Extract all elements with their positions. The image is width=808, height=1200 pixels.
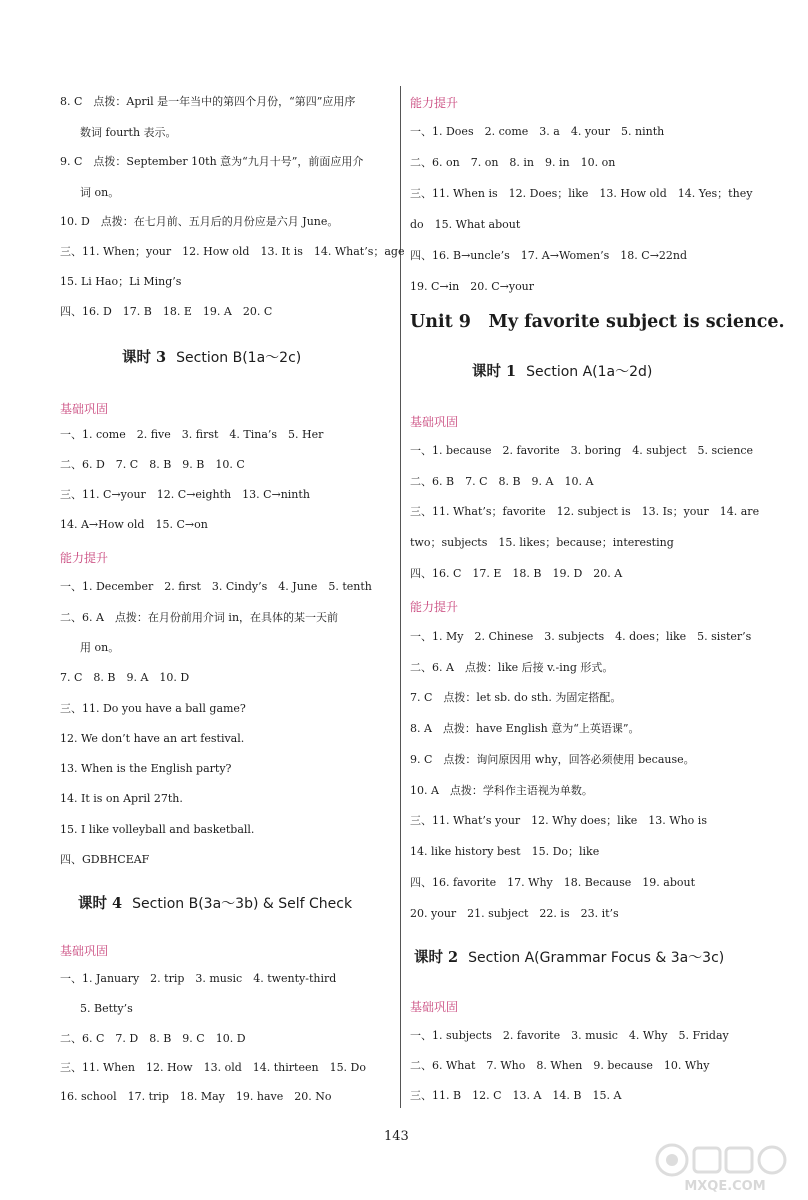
answer-line: 四、16. C 17. E 18. B 19. D 20. A — [410, 567, 623, 580]
answer-line: 一、1. December 2. first 3. Cindy’s 4. June 5. tenth — [60, 580, 372, 593]
lesson-number: 课时 2 — [414, 949, 459, 966]
answer-line: 20. your 21. subject 22. is 23. it’s — [410, 907, 619, 920]
answer-line: 二、6. A 点拨：在月份前用介词 in，在具体的某一天前 — [60, 611, 339, 624]
lesson-number: 课时 3 — [122, 349, 167, 366]
answer-line: 二、6. C 7. D 8. B 9. C 10. D — [60, 1032, 246, 1045]
answer-line: 12. We don’t have an art festival. — [60, 732, 245, 745]
answer-line: 8. A 点拨：have English 意为“上英语课”。 — [410, 722, 640, 735]
basic-consolidation-label: 基础巩固 — [60, 944, 109, 958]
basic-consolidation-label: 基础巩固 — [60, 402, 109, 416]
lesson-number: 课时 1 — [472, 363, 517, 380]
answer-line: 7. C 点拨：let sb. do sth. 为固定搭配。 — [410, 691, 622, 704]
answer-line: two；subjects 15. likes；because；interesting — [410, 536, 674, 549]
watermark-text: MXQE.COM — [684, 1179, 766, 1194]
answer-line: 数词 fourth 表示。 — [80, 126, 177, 139]
answer-line: 14. A→How old 15. C→on — [60, 518, 208, 531]
answer-line: 一、1. Does 2. come 3. a 4. your 5. ninth — [410, 125, 665, 138]
answer-line: 四、16. D 17. B 18. E 19. A 20. C — [60, 305, 273, 318]
answer-line: 三、11. Do you have a ball game? — [60, 702, 246, 715]
unit-title: Unit 9 My favorite subject is science. — [410, 312, 785, 332]
answer-line: 用 on。 — [80, 641, 120, 654]
lesson-2-heading — [414, 948, 724, 968]
lesson-1-heading — [472, 362, 652, 382]
lesson-3-heading — [122, 348, 301, 368]
answer-line: 三、11. C→your 12. C→eighth 13. C→ninth — [60, 488, 310, 501]
answer-line: 一、1. My 2. Chinese 3. subjects 4. does；like 5. sister’s — [410, 630, 752, 643]
answer-line: 四、GDBHCEAF — [60, 853, 150, 866]
answer-line: 9. C 点拨：September 10th 意为“九月十号”，前面应用介 — [60, 155, 364, 168]
answer-line: 二、6. on 7. on 8. in 9. in 10. on — [410, 156, 616, 169]
ability-improvement-label: 能力提升 — [410, 600, 459, 614]
answer-line: 三、11. When is 12. Does；like 13. How old 14. Yes；they — [410, 187, 753, 200]
answer-line: 10. D 点拨：在七月前、五月后的月份应是六月 June。 — [60, 215, 339, 228]
answer-line: 二、6. A 点拨：like 后接 v.-ing 形式。 — [410, 661, 614, 674]
answer-line: 8. C 点拨：April 是一年当中的第四个月份，“第四”应用序 — [60, 95, 356, 108]
answer-line: 一、1. January 2. trip 3. music 4. twenty-third — [60, 972, 337, 985]
ability-improvement-label: 能力提升 — [410, 96, 459, 110]
answer-line: 一、1. come 2. five 3. first 4. Tina’s 5. Her — [60, 428, 324, 441]
watermark — [650, 1140, 800, 1194]
answer-line: 一、1. subjects 2. favorite 3. music 4. Why 5. Friday — [410, 1029, 729, 1042]
lesson-section: Section A(1a～2d) — [526, 364, 653, 380]
answer-line: 14. like history best 15. Do；like — [410, 845, 600, 858]
lesson-section: Section A(Grammar Focus & 3a～3c) — [468, 950, 725, 966]
column-divider — [400, 86, 401, 1108]
answer-line: 一、1. because 2. favorite 3. boring 4. subject 5. science — [410, 444, 754, 457]
basic-consolidation-label: 基础巩固 — [410, 415, 459, 429]
answer-line: 15. Li Hao；Li Ming’s — [60, 275, 182, 288]
answer-line: 10. A 点拨：学科作主语视为单数。 — [410, 784, 593, 797]
answer-line: 三、11. What’s；favorite 12. subject is 13. Is；your 14. are — [410, 505, 760, 518]
answer-line: 9. C 点拨：询问原因用 why，回答必须使用 because。 — [410, 753, 695, 766]
ability-improvement-label: 能力提升 — [60, 551, 109, 565]
answer-stamp-logo-icon — [650, 1140, 800, 1194]
basic-consolidation-label: 基础巩固 — [410, 1000, 459, 1014]
answer-line: 15. I like volleyball and basketball. — [60, 823, 255, 836]
lesson-section: Section B(3a～3b) & Self Check — [132, 896, 353, 912]
answer-line: 7. C 8. B 9. A 10. D — [60, 671, 190, 684]
answer-line: 14. It is on April 27th. — [60, 792, 183, 805]
answer-line: 四、16. B→uncle’s 17. A→Women’s 18. C→22nd — [410, 249, 688, 262]
lesson-4-heading — [78, 894, 352, 914]
answer-line: 二、6. D 7. C 8. B 9. B 10. C — [60, 458, 245, 471]
answer-line: 13. When is the English party? — [60, 762, 232, 775]
answer-line: 三、11. What’s your 12. Why does；like 13. Who is — [410, 814, 707, 827]
answer-line: 三、11. B 12. C 13. A 14. B 15. A — [410, 1089, 622, 1102]
answer-line: 三、11. When 12. How 13. old 14. thirteen 15. Do — [60, 1061, 366, 1074]
answer-line: 5. Betty’s — [80, 1002, 133, 1015]
answer-line: 16. school 17. trip 18. May 19. have 20. No — [60, 1090, 332, 1103]
answer-line: 三、11. When；your 12. How old 13. It is 14. What’s；age — [60, 245, 405, 258]
answer-line: 二、6. B 7. C 8. B 9. A 10. A — [410, 475, 594, 488]
answer-line: do 15. What about — [410, 218, 521, 231]
lesson-number: 课时 4 — [78, 895, 123, 912]
page-number: 143 — [384, 1129, 409, 1144]
lesson-section: Section B(1a～2c) — [176, 350, 302, 366]
answer-line: 词 on。 — [80, 186, 120, 199]
answer-line: 四、16. favorite 17. Why 18. Because 19. about — [410, 876, 696, 889]
answer-line: 19. C→in 20. C→your — [410, 280, 535, 293]
answer-line: 二、6. What 7. Who 8. When 9. because 10. Why — [410, 1059, 710, 1072]
